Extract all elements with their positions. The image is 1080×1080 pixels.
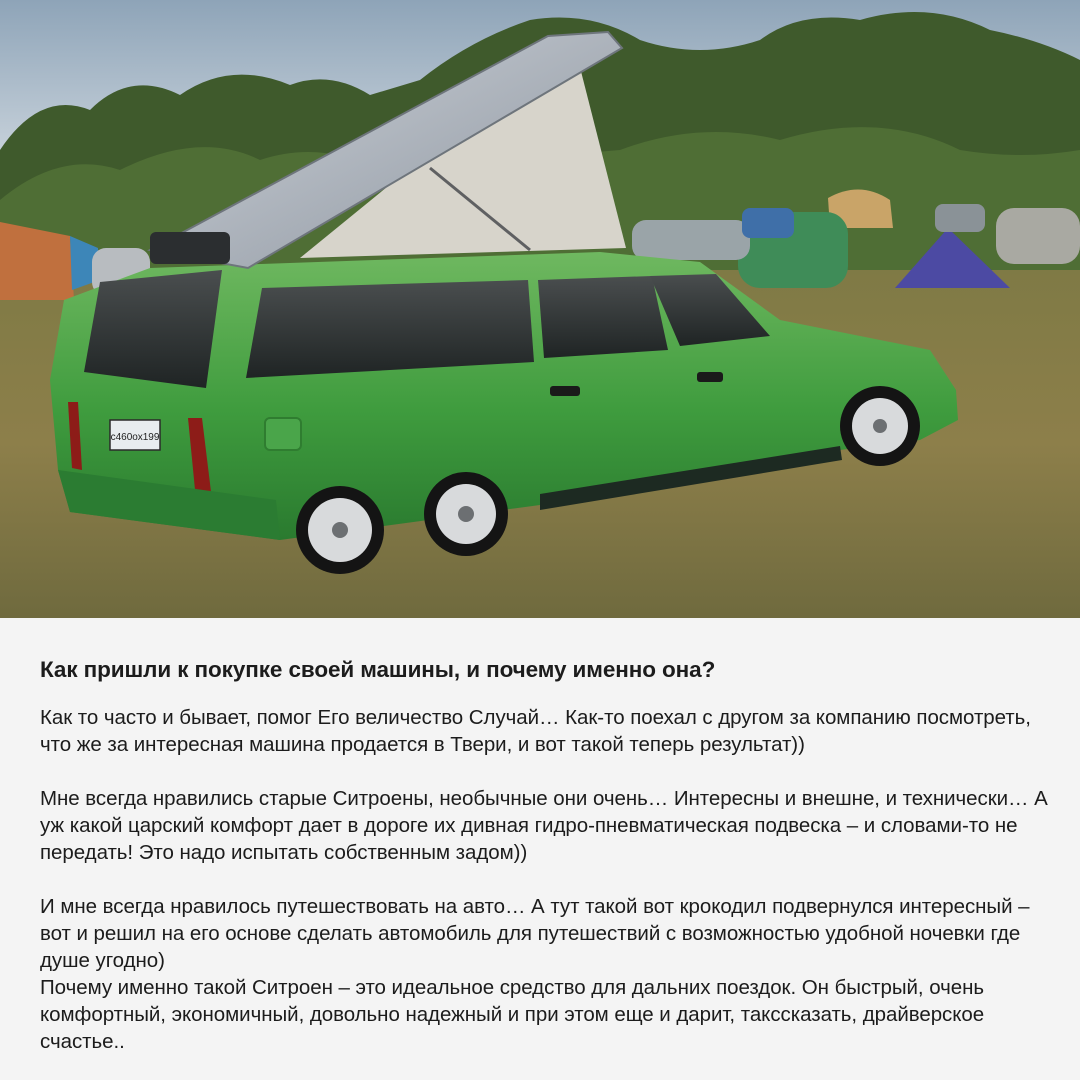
wheel-rear <box>296 486 384 574</box>
wheel-front <box>840 386 920 466</box>
paragraph: Почему именно такой Ситроен – это идеальное средство для дальних поездок. Он быстрый, очень комфортный, экономичный, довольно надежный и при этом еще и дарит, такссказать, драйверское счастье.. <box>40 976 985 1053</box>
paragraph: Мне всегда нравились старые Ситроены, необычные они очень… Интересны и внешне, и технически… А уж какой царский комфорт дает в дороге их дивная гидро-пневматическая подвеска – и словами-то не передать! Это надо испытать собственным задом)) <box>40 787 1048 864</box>
article-body <box>40 704 1060 1055</box>
license-plate: с460ох199 <box>110 432 160 443</box>
wheel-middle <box>424 472 508 556</box>
article-heading: Как пришли к покупке своей машины, и почему именно она? <box>40 657 716 682</box>
article <box>0 618 1080 1080</box>
paragraph: И мне всегда нравилось путешествовать на авто… А тут такой вот крокодил подвернулся интересный – вот и решил на его основе сделать автомобиль для путешествий с возможностью удобной ночевки где душе угодно) <box>40 895 1030 972</box>
paragraph: Как то часто и бывает, помог Его величество Случай… Как-то поехал с другом за компанию посмотреть, что же за интересная машина продается в Твери, и вот такой теперь результат)) <box>40 706 1031 756</box>
